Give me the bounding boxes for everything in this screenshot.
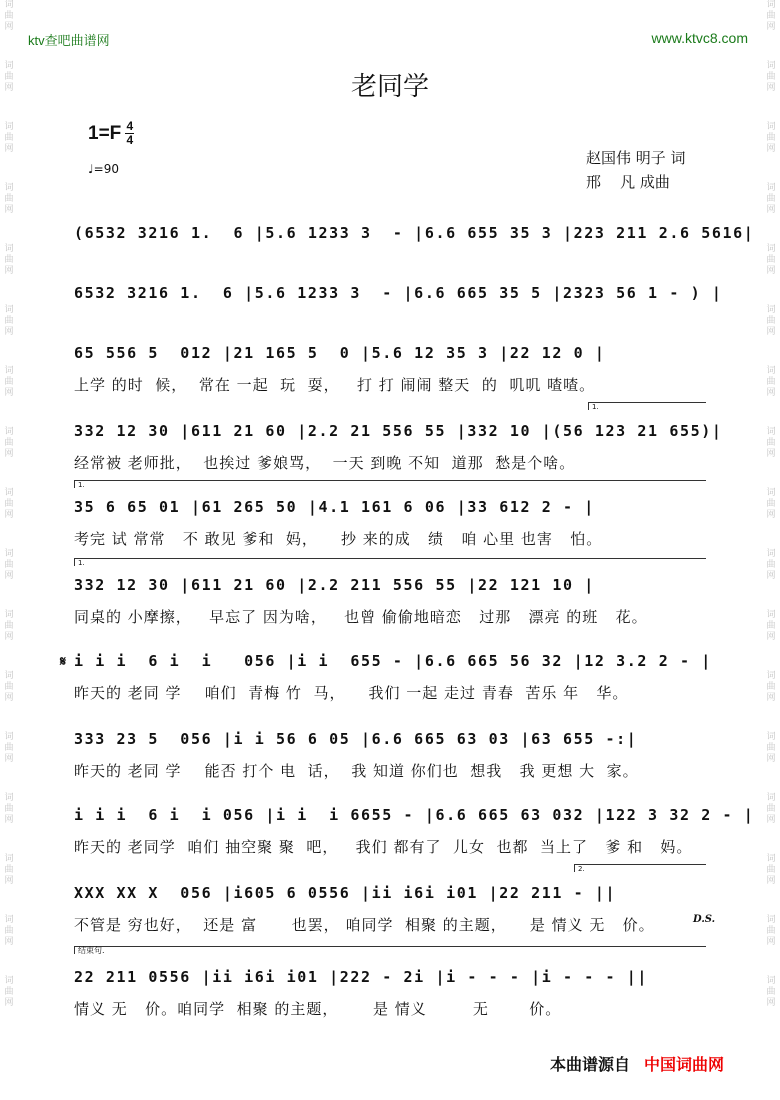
notation-row: 333 23 5 056 |i i 56 6 05 |6.6 665 63 03 |63 655 -:| xyxy=(74,730,638,748)
watermark-char: 网 xyxy=(4,571,14,581)
volta-bracket: 1. xyxy=(588,402,706,410)
watermark-char: 词 xyxy=(766,732,776,742)
watermark-char: 词 xyxy=(766,0,776,10)
watermark-group xyxy=(4,793,13,826)
brand-link[interactable]: 中国词曲网 xyxy=(644,1055,725,1074)
watermark-char: 网 xyxy=(766,937,776,947)
time-denominator: 4 xyxy=(126,133,134,147)
watermark-char: 曲 xyxy=(766,194,776,204)
composer-credit: 邢 凡 成曲 xyxy=(586,173,670,191)
watermark-group xyxy=(4,976,13,1009)
watermark-char: 词 xyxy=(766,366,776,376)
watermark-char: 网 xyxy=(4,510,14,520)
watermark-char: 词 xyxy=(766,122,776,132)
watermark-group xyxy=(766,854,775,887)
score-line xyxy=(74,865,710,935)
watermark-char: 曲 xyxy=(4,499,14,509)
volta-bracket: 2. xyxy=(574,864,706,872)
watermark-char: 词 xyxy=(766,976,776,986)
watermark-char: 网 xyxy=(766,876,776,886)
watermark-group xyxy=(766,976,775,1009)
watermark-group xyxy=(4,671,13,704)
watermark-char: 网 xyxy=(766,144,776,154)
watermark-char: 曲 xyxy=(4,987,14,997)
watermark-group xyxy=(766,305,775,338)
watermark-group xyxy=(766,671,775,704)
watermark-char: 词 xyxy=(4,488,14,498)
watermark-char: 曲 xyxy=(766,987,776,997)
score-line xyxy=(74,282,723,314)
score-line xyxy=(74,804,755,857)
watermark-group xyxy=(4,122,13,155)
watermark-char: 网 xyxy=(766,449,776,459)
watermark-char: 词 xyxy=(4,976,14,986)
notation-row: 35 6 65 01 |61 265 50 |4.1 161 6 06 |33 612 2 - | xyxy=(74,498,595,516)
watermark-char: 曲 xyxy=(766,499,776,509)
watermark-char: 曲 xyxy=(4,804,14,814)
watermark-char: 网 xyxy=(4,754,14,764)
watermark-char: 网 xyxy=(766,571,776,581)
credits xyxy=(586,146,686,194)
score-line xyxy=(74,728,710,781)
watermark-char: 曲 xyxy=(4,621,14,631)
watermark-char: 曲 xyxy=(4,377,14,387)
source-label: 本曲谱源自 xyxy=(550,1055,631,1074)
watermark-group xyxy=(766,0,775,33)
notation-row: 6532 3216 1. 6 |5.6 1233 3 - |6.6 665 35 5 |2323 56 1 - ) | xyxy=(74,284,723,302)
watermark-char: 曲 xyxy=(766,743,776,753)
watermark-char: 网 xyxy=(4,83,14,93)
score-line xyxy=(74,403,723,473)
watermark-group xyxy=(766,366,775,399)
watermark-group xyxy=(4,427,13,460)
watermark-char: 词 xyxy=(4,305,14,315)
score-line xyxy=(74,222,755,254)
watermark-group xyxy=(4,244,13,277)
volta-bracket: 1. xyxy=(74,558,706,566)
lyric-row: 同桌的 小摩擦， 早忘了 因为啥， 也曾 偷偷地暗恋 过那 漂亮 的班 花。 xyxy=(74,608,648,626)
watermark-char: 网 xyxy=(4,388,14,398)
watermark-char: 网 xyxy=(766,510,776,520)
segno-sign: 𝄋 xyxy=(60,654,67,670)
watermark-char: 曲 xyxy=(4,560,14,570)
score-line xyxy=(74,481,710,549)
lyric-row: 考完 试 常常 不 敢见 爹和 妈， 抄 来的成 绩 咱 心里 也害 怕。 xyxy=(74,530,603,548)
coda-bracket: 结束句. xyxy=(74,946,706,954)
watermark-char: 曲 xyxy=(766,377,776,387)
watermark-char: 词 xyxy=(766,854,776,864)
watermark-char: 曲 xyxy=(4,865,14,875)
key-signature xyxy=(88,120,134,147)
watermark-char: 词 xyxy=(4,0,14,10)
watermark-group xyxy=(4,915,13,948)
watermark-char: 网 xyxy=(766,83,776,93)
watermark-char: 词 xyxy=(4,183,14,193)
watermark-group xyxy=(766,183,775,216)
lyric-row: 不管是 穷也好， 还是 富 也罢， 咱同学 相聚 的主题， 是 情义 无 价。 xyxy=(74,916,655,934)
source-footer xyxy=(550,1052,724,1075)
watermark-char: 网 xyxy=(4,876,14,886)
watermark-char: 词 xyxy=(766,610,776,620)
watermark-char: 曲 xyxy=(4,11,14,21)
watermark-group xyxy=(766,244,775,277)
watermark-char: 词 xyxy=(766,305,776,315)
watermark-char: 词 xyxy=(4,549,14,559)
right-watermark-strip xyxy=(764,0,778,1100)
watermark-char: 网 xyxy=(4,815,14,825)
watermark-char: 词 xyxy=(4,244,14,254)
notation-row: 332 12 30 |611 21 60 |2.2 21 556 55 |332 10 |(56 123 21 655)| xyxy=(74,422,723,440)
song-title: 老同学 xyxy=(350,72,429,102)
watermark-char: 网 xyxy=(4,449,14,459)
watermark-char: 曲 xyxy=(766,255,776,265)
source-site-url[interactable]: www.ktvc8.com xyxy=(651,30,748,46)
watermark-group xyxy=(766,793,775,826)
watermark-char: 曲 xyxy=(766,560,776,570)
notation-row: (6532 3216 1. 6 |5.6 1233 3 - |6.6 655 35 3 |223 211 2.6 5616| xyxy=(74,224,755,242)
watermark-char: 曲 xyxy=(4,255,14,265)
time-signature xyxy=(125,120,134,147)
lyric-row: 昨天的 老同 学 能否 打个 电 话， 我 知道 你们也 想我 我 更想 大 家。 xyxy=(74,762,639,780)
lyricist-credit: 赵国伟 明子 词 xyxy=(586,149,686,167)
watermark-group xyxy=(4,610,13,643)
watermark-char: 曲 xyxy=(766,865,776,875)
watermark-char: 曲 xyxy=(766,438,776,448)
lyric-row: 情义 无 价。咱同学 相聚 的主题， 是 情义 无 价。 xyxy=(74,1000,562,1018)
notation-row: 65 556 5 012 |21 165 5 0 |5.6 12 35 3 |22 12 0 | xyxy=(74,344,606,362)
lyric-row: 经常被 老师批， 也挨过 爹娘骂， 一天 到晚 不知 道那 愁是个啥。 xyxy=(74,454,576,472)
watermark-char: 词 xyxy=(4,793,14,803)
watermark-char: 曲 xyxy=(766,682,776,692)
watermark-char: 曲 xyxy=(4,72,14,82)
watermark-group xyxy=(4,549,13,582)
watermark-char: 词 xyxy=(766,488,776,498)
watermark-char: 网 xyxy=(4,144,14,154)
watermark-char: 词 xyxy=(766,61,776,71)
key-label: 1=F xyxy=(88,122,122,144)
watermark-group xyxy=(4,854,13,887)
watermark-group xyxy=(4,0,13,33)
watermark-char: 词 xyxy=(4,610,14,620)
watermark-char: 网 xyxy=(766,205,776,215)
watermark-char: 网 xyxy=(4,266,14,276)
watermark-char: 词 xyxy=(4,122,14,132)
score-line xyxy=(74,342,710,395)
watermark-char: 词 xyxy=(4,427,14,437)
watermark-char: 词 xyxy=(4,671,14,681)
watermark-group xyxy=(766,732,775,765)
watermark-group xyxy=(4,488,13,521)
time-numerator: 4 xyxy=(126,119,134,133)
watermark-group xyxy=(4,305,13,338)
watermark-char: 网 xyxy=(766,815,776,825)
watermark-group xyxy=(766,549,775,582)
watermark-char: 词 xyxy=(766,549,776,559)
watermark-char: 词 xyxy=(766,671,776,681)
score-line xyxy=(74,650,710,703)
watermark-char: 词 xyxy=(766,183,776,193)
watermark-char: 曲 xyxy=(4,438,14,448)
watermark-char: 词 xyxy=(4,854,14,864)
watermark-char: 曲 xyxy=(766,11,776,21)
watermark-char: 曲 xyxy=(4,743,14,753)
watermark-char: 曲 xyxy=(766,926,776,936)
lyric-row: 昨天的 老同 学 咱们 青梅 竹 马， 我们 一起 走过 青春 苦乐 年 华。 xyxy=(74,684,629,702)
notation-row: i i i 6 i i 056 |i i i 6655 - |6.6 665 63 032 |122 3 32 2 - | xyxy=(74,806,755,824)
watermark-group xyxy=(766,610,775,643)
watermark-char: 词 xyxy=(766,427,776,437)
watermark-group xyxy=(766,122,775,155)
watermark-char: 网 xyxy=(766,266,776,276)
watermark-char: 网 xyxy=(4,693,14,703)
watermark-char: 网 xyxy=(766,327,776,337)
watermark-char: 词 xyxy=(4,915,14,925)
watermark-char: 网 xyxy=(766,693,776,703)
watermark-char: 曲 xyxy=(766,72,776,82)
watermark-char: 网 xyxy=(766,388,776,398)
watermark-group xyxy=(4,366,13,399)
watermark-char: 词 xyxy=(766,244,776,254)
lyric-row: 上学 的时 候， 常在 一起 玩 耍， 打 打 闹闹 整天 的 叽叽 喳喳。 xyxy=(74,376,596,394)
watermark-char: 词 xyxy=(4,366,14,376)
score-line xyxy=(74,946,710,1019)
lyric-row: 昨天的 老同学 咱们 抽空聚 聚 吧， 我们 都有了 儿女 也都 当上了 爹 和 妈。 xyxy=(74,838,693,856)
ds-mark: D.S. xyxy=(693,914,716,925)
notation-row: 22 211 0556 |ii i6i i01 |222 - 2i |i - - - |i - - - || xyxy=(74,968,649,986)
watermark-char: 词 xyxy=(766,915,776,925)
watermark-group xyxy=(766,915,775,948)
source-site-label: ktv查吧曲谱网 xyxy=(28,33,110,48)
watermark-char: 网 xyxy=(766,754,776,764)
watermark-char: 曲 xyxy=(4,194,14,204)
watermark-group xyxy=(766,488,775,521)
watermark-char: 曲 xyxy=(4,682,14,692)
watermark-char: 词 xyxy=(766,793,776,803)
notation-row: i i i 6 i i 056 |i i 655 - |6.6 665 56 32 |12 3.2 2 - | xyxy=(74,652,712,670)
watermark-char: 曲 xyxy=(766,316,776,326)
watermark-group xyxy=(4,732,13,765)
tempo-mark: ♩=90 xyxy=(88,162,119,176)
watermark-group xyxy=(4,183,13,216)
watermark-group xyxy=(766,427,775,460)
watermark-char: 曲 xyxy=(4,926,14,936)
watermark-char: 网 xyxy=(4,632,14,642)
watermark-char: 曲 xyxy=(766,804,776,814)
watermark-char: 曲 xyxy=(766,133,776,143)
watermark-char: 网 xyxy=(766,22,776,32)
watermark-char: 网 xyxy=(766,632,776,642)
notation-row: XXX XX X 056 |i605 6 0556 |ii i6i i01 |22 211 - || xyxy=(74,884,617,902)
watermark-char: 网 xyxy=(4,327,14,337)
notation-row: 332 12 30 |611 21 60 |2.2 211 556 55 |22 121 10 | xyxy=(74,576,595,594)
watermark-char: 曲 xyxy=(766,621,776,631)
watermark-char: 网 xyxy=(4,22,14,32)
watermark-char: 网 xyxy=(4,205,14,215)
watermark-char: 词 xyxy=(4,61,14,71)
watermark-char: 曲 xyxy=(4,133,14,143)
volta-bracket: 1. xyxy=(74,480,706,488)
watermark-char: 网 xyxy=(766,998,776,1008)
watermark-char: 词 xyxy=(4,732,14,742)
watermark-char: 网 xyxy=(4,937,14,947)
watermark-char: 曲 xyxy=(4,316,14,326)
watermark-char: 网 xyxy=(4,998,14,1008)
score-line xyxy=(74,559,710,627)
left-watermark-strip xyxy=(2,0,16,1100)
